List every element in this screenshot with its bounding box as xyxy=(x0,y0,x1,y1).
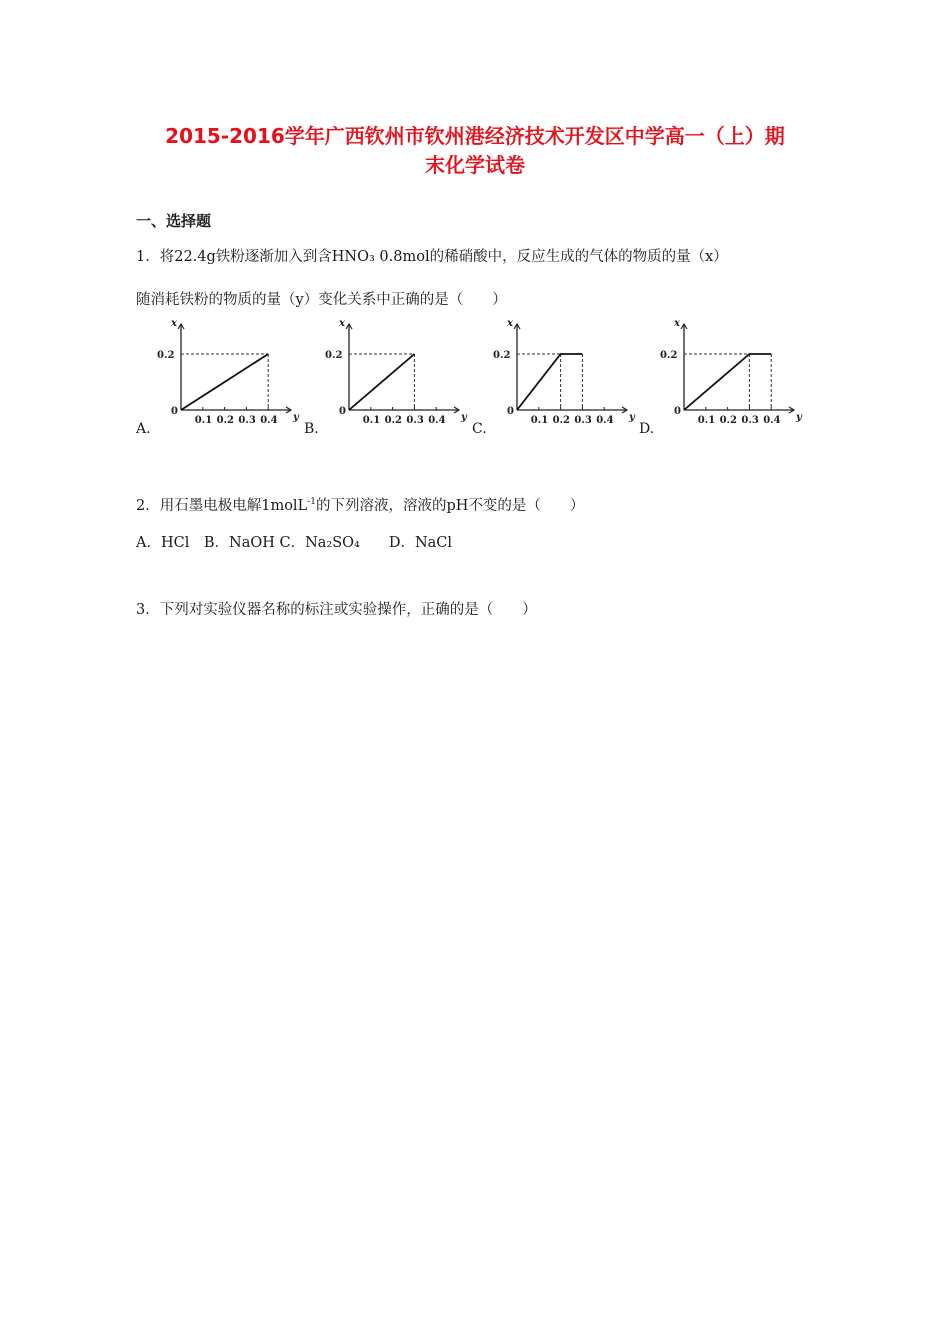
title-line-2: 末化学试卷 xyxy=(425,153,525,177)
graph-option-label: D. xyxy=(639,421,655,437)
y-tick-label: 0.2 xyxy=(660,350,678,361)
x-tick-label: 0.3 xyxy=(574,415,592,426)
y-axis-name: x xyxy=(507,318,513,329)
question-1-line-2: 随消耗铁粉的物质的量（y）变化关系中正确的是（ ） xyxy=(136,292,507,308)
graph-option-label: A. xyxy=(136,421,151,437)
origin-label: 0 xyxy=(507,406,514,417)
graph-option-label: B. xyxy=(304,421,319,437)
y-tick-label: 0.2 xyxy=(493,350,511,361)
graph-svg xyxy=(136,318,306,443)
graph-svg xyxy=(639,318,809,443)
page-title xyxy=(120,122,830,180)
x-tick-label: 0.3 xyxy=(406,415,424,426)
data-series-line xyxy=(517,354,582,410)
x-tick-label: 0.1 xyxy=(530,415,549,426)
data-series-line xyxy=(684,354,771,410)
question-2-options: A．HCl B．NaOH C．Na₂SO₄ D．NaCl xyxy=(136,535,453,551)
x-tick-label: 0.3 xyxy=(238,415,256,426)
origin-label: 0 xyxy=(171,406,178,417)
x-tick-label: 0.4 xyxy=(763,415,781,426)
x-tick-label: 0.2 xyxy=(384,415,403,426)
data-series-line xyxy=(349,354,414,410)
x-tick-label: 0.2 xyxy=(719,415,738,426)
origin-label: 0 xyxy=(674,406,681,417)
x-tick-label: 0.3 xyxy=(741,415,759,426)
x-axis-name: y xyxy=(796,412,802,423)
x-tick-label: 0.2 xyxy=(216,415,235,426)
x-axis-name: y xyxy=(629,412,635,423)
x-tick-label: 0.1 xyxy=(697,415,716,426)
question-2-stem-a: 2．用石墨电极电解1molL xyxy=(136,498,308,514)
x-tick-label: 0.2 xyxy=(552,415,571,426)
question-2-stem-superscript: -1 xyxy=(307,497,316,508)
section-heading: 一、选择题 xyxy=(136,212,212,230)
y-axis-name: x xyxy=(171,318,177,329)
x-axis-name: y xyxy=(461,412,467,423)
graph-option-1 xyxy=(136,318,306,443)
x-axis-name: y xyxy=(293,412,299,423)
graph-option-2 xyxy=(304,318,474,443)
graph-option-label: C. xyxy=(472,421,487,437)
graph-option-3 xyxy=(472,318,642,443)
graph-svg xyxy=(304,318,474,443)
graph-option-4 xyxy=(639,318,809,443)
graph-svg xyxy=(472,318,642,443)
question-2-stem xyxy=(136,494,584,515)
title-line-1: 2015-2016学年广西钦州市钦州港经济技术开发区中学高一（上）期 xyxy=(165,124,785,148)
x-tick-label: 0.4 xyxy=(260,415,278,426)
x-tick-label: 0.4 xyxy=(596,415,614,426)
y-tick-label: 0.2 xyxy=(157,350,175,361)
question-2-stem-b: 的下列溶液，溶液的pH不变的是（ ） xyxy=(315,498,585,514)
y-tick-label: 0.2 xyxy=(325,350,343,361)
data-series-line xyxy=(181,354,268,410)
origin-label: 0 xyxy=(339,406,346,417)
y-axis-name: x xyxy=(674,318,680,329)
x-tick-label: 0.1 xyxy=(194,415,213,426)
x-tick-label: 0.4 xyxy=(428,415,446,426)
y-axis-name: x xyxy=(339,318,345,329)
question-3-stem: 3．下列对实验仪器名称的标注或实验操作，正确的是（ ） xyxy=(136,602,537,618)
question-1-line-1: 1．将22.4g铁粉逐渐加入到含HNO₃ 0.8mol的稀硝酸中，反应生成的气体的物质的量（x） xyxy=(136,249,728,265)
x-tick-label: 0.1 xyxy=(362,415,381,426)
